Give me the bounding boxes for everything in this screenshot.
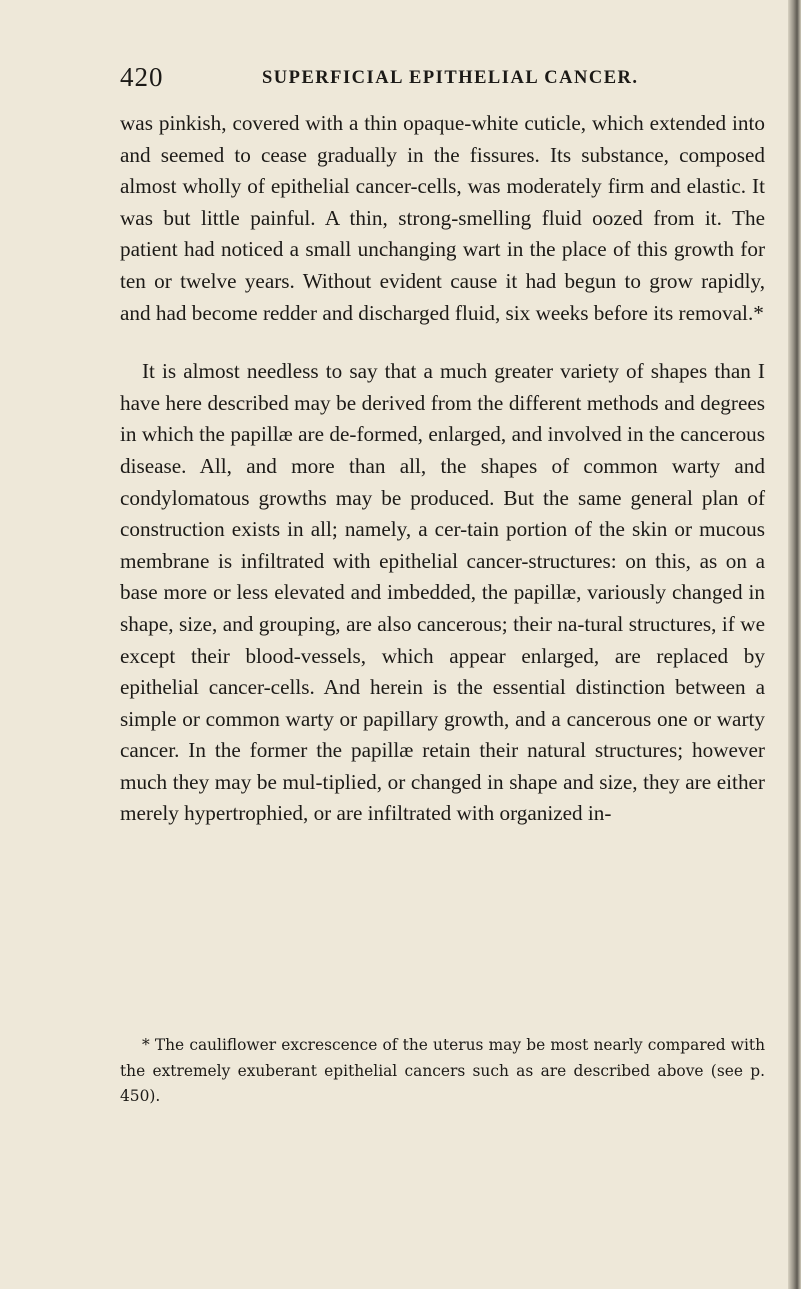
paragraph-2: It is almost needless to say that a much greater variety of shapes than I have here described may be derived from the different methods and degrees in which the papillæ are de-formed, enlarged, and involved in the cancerous disease. All, and more than all, the shapes of common warty and condylomatous growths may be produced. But the same general plan of construction exists in all; namely, a cer-tain portion of the skin or mucous membrane is infiltrated with epithelial cancer-structures: on this, as on a base more or less elevated and imbedded, the papillæ, variously changed in shape, size, and grouping, are also cancerous; their na-tural structures, if we except their blood-vessels, which appear enlarged, are replaced by epithelial cancer-cells. And herein is the essential distinction between a simple or common warty or papillary growth, and a cancerous one or warty cancer. In the former the papillæ retain their natural structures; however much they may be mul-tiplied, or changed in shape and size, they are either merely hypertrophied, or are infiltrated with organized in- xyxy=(120,359,765,826)
footnote: * The cauliflower excrescence of the uterus may be most nearly compared with the extremely exuberant epithelial cancers such as are described above (see p. 450). xyxy=(120,1036,765,1106)
page-header xyxy=(120,62,760,96)
page-number: 420 xyxy=(120,62,164,92)
paragraph-1: was pinkish, covered with a thin opaque-white cuticle, which extended into and seemed to cease gradually in the fissures. Its substance, composed almost wholly of epithelial cancer-cells, was moderately firm and elastic. It was but little painful. A thin, strong-smelling fluid oozed from it. The patient had noticed a small unchanging wart in the place of this growth for ten or twelve years. Without evident cause it had begun to grow rapidly, and had become redder and discharged fluid, six weeks before its removal.* xyxy=(120,111,765,325)
running-head: SUPERFICIAL EPITHELIAL CANCER. xyxy=(262,68,639,88)
body-text xyxy=(120,108,765,830)
page-edge xyxy=(788,0,801,1289)
